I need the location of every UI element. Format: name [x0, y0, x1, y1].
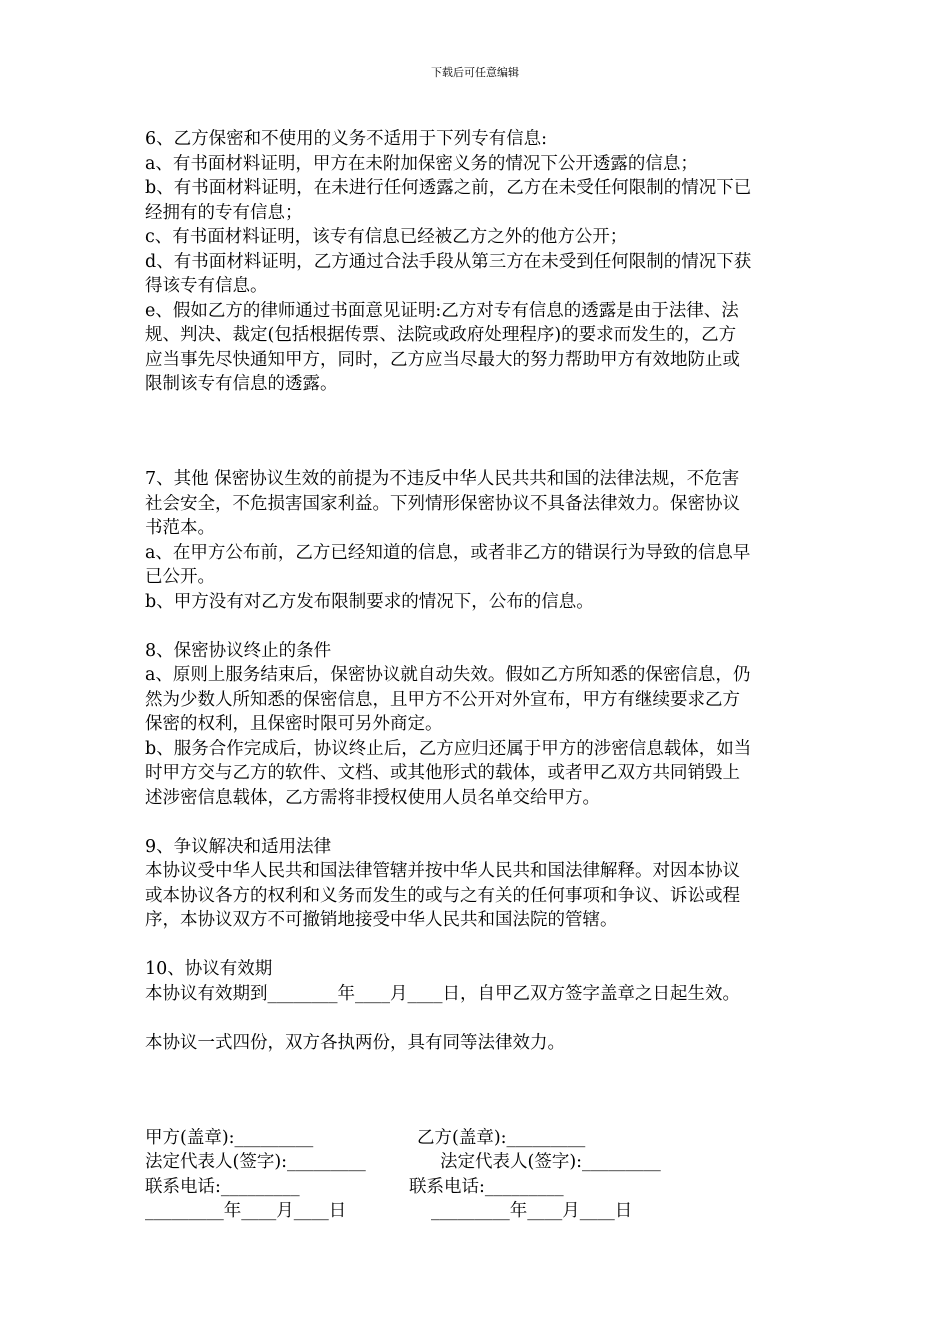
- signature-rep-row: [145, 1150, 813, 1175]
- section-9-line: 或本协议各方的权利和义务而发生的或与之有关的任何事项和争议、诉讼或程: [145, 885, 740, 906]
- section-8-line: a、原则上服务结束后，保密协议就自动失效。假如乙方所知悉的保密信息，仍: [145, 665, 751, 685]
- section-7-line: 书范本。: [145, 518, 215, 538]
- party-b-phone: 联系电话:_________: [409, 1176, 564, 1197]
- section-6-line: 应当事先尽快通知甲方，同时，乙方应当尽最大的努力帮助甲方有效地防止或: [145, 349, 740, 370]
- spacer: [145, 397, 813, 443]
- section-9-line: 本协议受中华人民共和国法律管辖并按中华人民共和国法律解释。对因本协议: [145, 861, 740, 881]
- party-a-date: _________年____月____日: [145, 1201, 347, 1221]
- section-8-line: 保密的权利，且保密时限可另外商定。: [145, 714, 443, 734]
- spacer: [145, 1101, 813, 1126]
- section-6-line: 得该专有信息。: [145, 276, 268, 296]
- spacer: [145, 443, 813, 468]
- party-a-phone: 联系电话:_________: [145, 1176, 300, 1197]
- section-6-line: 经拥有的专有信息；: [145, 202, 303, 223]
- party-a-representative: 法定代表人(签字):_________: [145, 1152, 366, 1172]
- section-7-line: 7、其他 保密协议生效的前提为不违反中华人民共共和国的法律法规，不危害: [145, 469, 740, 489]
- copies-clause: 本协议一式四份，双方各执两份，具有同等法律效力。: [145, 1032, 565, 1053]
- section-8-line: 然为少数人所知悉的保密信息，且甲方不公开对外宣布，甲方有继续要求乙方: [145, 689, 740, 710]
- section-6-line: d、有书面材料证明，乙方通过合法手段从第三方在未受到任何限制的情况下获: [145, 251, 752, 272]
- section-8-line: 8、保密协议终止的条件: [145, 640, 332, 661]
- section-6-line: e、假如乙方的律师通过书面意见证明:乙方对专有信息的透露是由于法律、法: [145, 300, 739, 321]
- section-6-line: b、有书面材料证明，在未进行任何透露之前，乙方在未受任何限制的情况下已: [145, 178, 752, 198]
- spacer: [145, 1006, 813, 1031]
- section-8-line: 时甲方交与乙方的软件、文档、或其他形式的载体，或者甲乙双方共同销毁上: [145, 763, 740, 783]
- spacer: [145, 614, 813, 639]
- section-10: [145, 957, 813, 1006]
- section-7-line: 已公开。: [145, 567, 215, 587]
- spacer: [145, 810, 813, 835]
- section-6-line: c、有书面材料证明，该专有信息已经被乙方之外的他方公开；: [145, 227, 628, 247]
- section-9: [145, 835, 813, 933]
- signature-block: [145, 1126, 813, 1224]
- section-8-line: 述涉密信息载体，乙方需将非授权使用人员名单交给甲方。: [145, 787, 600, 808]
- signature-date-row: [145, 1199, 813, 1224]
- section-6-line: 6、乙方保密和不使用的义务不适用于下列专有信息:: [145, 129, 548, 149]
- party-b-seal: 乙方(盖章):_________: [417, 1127, 586, 1148]
- section-7-line: b、甲方没有对乙方发布限制要求的情况下，公布的信息。: [145, 591, 594, 612]
- section-6-line: 限制该专有信息的透露。: [145, 374, 338, 394]
- section-6-line: a、有书面材料证明，甲方在未附加保密义务的情况下公开透露的信息；: [145, 153, 698, 174]
- page-header: 下载后可任意编辑: [431, 66, 519, 79]
- section-9-line: 9、争议解决和适用法律: [145, 836, 332, 857]
- signature-seal-row: [145, 1126, 813, 1151]
- section-7-line: 社会安全，不危损害国家利益。下列情形保密协议不具备法律效力。保密协议: [145, 493, 740, 514]
- agreement-body: [145, 127, 813, 1224]
- section-7: [145, 467, 813, 614]
- section-8-line: b、服务合作完成后，协议终止后，乙方应归还属于甲方的涉密信息载体，如当: [145, 738, 752, 759]
- section-10-line: 本协议有效期到________年____月____日，自甲乙双方签字盖章之日起生效。: [145, 983, 740, 1004]
- spacer: [145, 1055, 813, 1101]
- section-6: [145, 127, 813, 397]
- section-10-line: 10、协议有效期: [145, 959, 273, 979]
- party-b-date: _________年____月____日: [431, 1201, 633, 1221]
- spacer: [145, 933, 813, 958]
- section-9-line: 序，本协议双方不可撤销地接受中华人民共和国法院的管辖。: [145, 910, 618, 930]
- section-7-line: a、在甲方公布前，乙方已经知道的信息，或者非乙方的错误行为导致的信息早: [145, 542, 751, 563]
- party-a-seal: 甲方(盖章):_________: [145, 1127, 314, 1148]
- section-6-line: 规、判决、裁定(包括根据传票、法院或政府处理程序)的要求而发生的，乙方: [145, 325, 737, 345]
- section-8: [145, 639, 813, 811]
- party-b-representative: 法定代表人(签字):_________: [440, 1152, 661, 1172]
- signature-phone-row: [145, 1175, 813, 1200]
